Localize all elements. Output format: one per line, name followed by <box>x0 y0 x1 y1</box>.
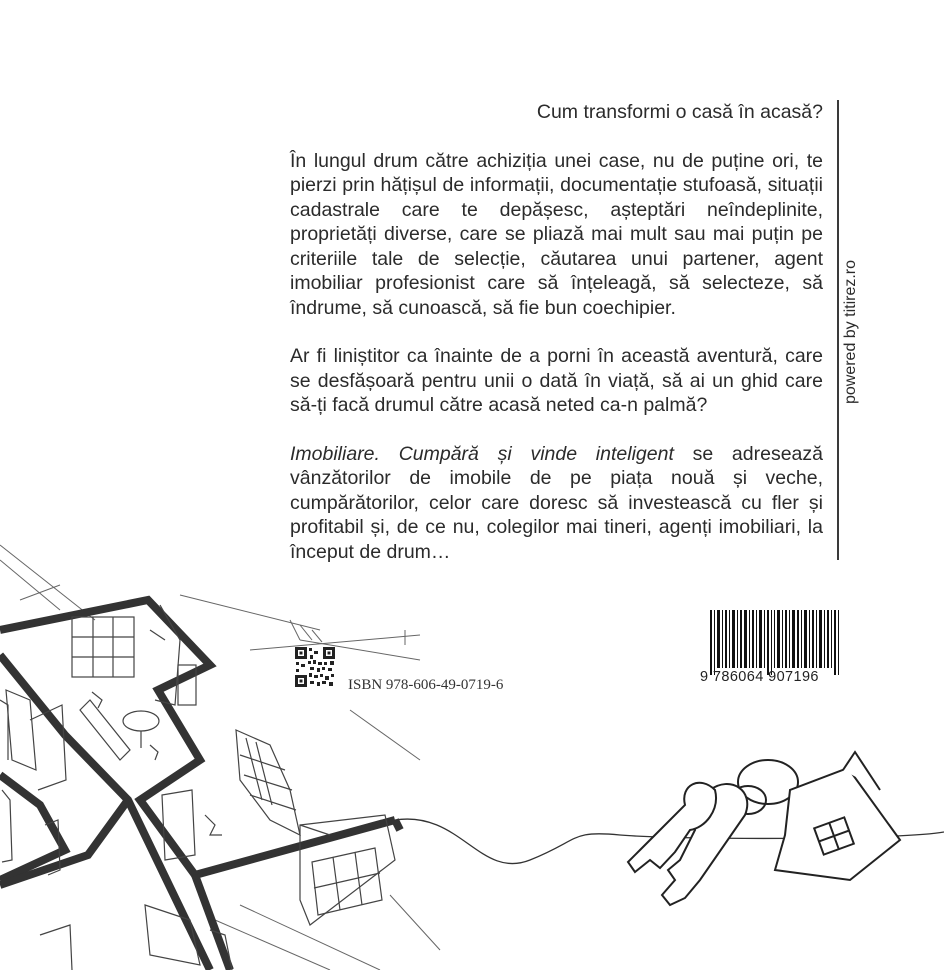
barcode-icon <box>710 610 839 675</box>
paragraph-3-rest: se adresează vânzătorilor de imobile de pe piața nouă și veche, cumpărătorilor, celor care doresc să investească cu fler și profitabil și, de ce nu, colegilor mai tineri, agenți imobiliari, la început de drum… <box>290 442 823 563</box>
intro-question: Cum transformi o casă în acasă? <box>536 101 823 123</box>
book-title: Imobiliare. Cumpără și vinde inteligent <box>290 442 674 465</box>
paragraph-1: În lungul drum către achiziția unei case, nu de puține ori, te pierzi prin hățișul de informații, documentație stufoasă, situații cadastrale care te depășesc, așteptări neîndeplinite, proprietăți diverse, care se pliază mai mult sau mai puțin pe criteriile tale de selecție, căutarea unui partener, agent imobiliar profesionist care să înțeleagă, să selecteze, să îndrume, să cunoască, să fie bun coechipier. <box>290 149 823 319</box>
qr-code-icon <box>295 647 335 687</box>
powered-by-label: powered by titirez.ro <box>842 259 859 405</box>
barcode-digits: 9 786064 907196 <box>700 669 819 685</box>
isbn-label: ISBN 978-606-49-0719-6 <box>348 677 504 693</box>
keys-icon <box>628 760 798 905</box>
paragraph-2: Ar fi liniștitor ca înainte de a porni în această aventură, care se desfășoară pentru unii o dată în viață, să ai un ghid care să-ți facă drumul către acasă neted ca-n palmă? <box>290 345 823 416</box>
